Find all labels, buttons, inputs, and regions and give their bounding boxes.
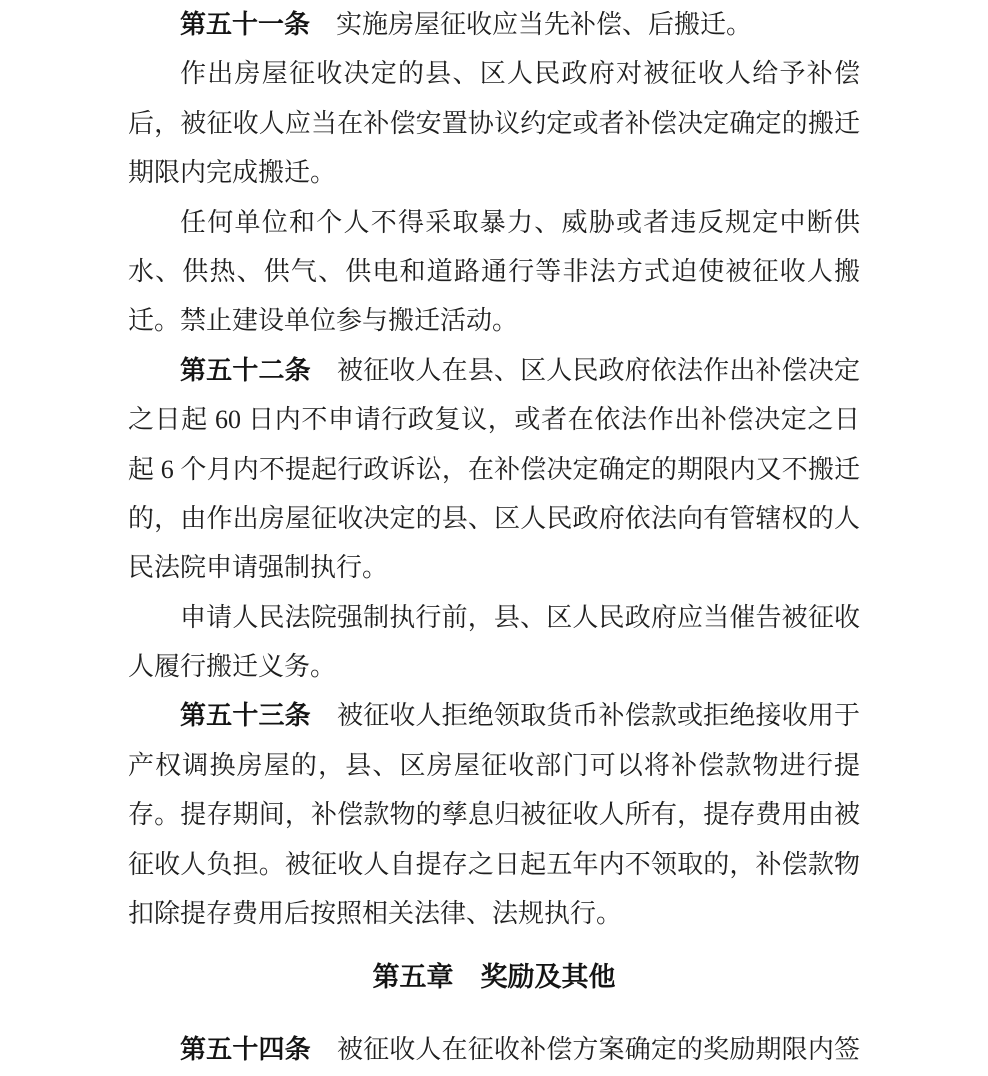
article-number: 第五十三条 — [180, 700, 311, 731]
chapter-heading — [128, 953, 860, 1002]
line-text: 扣除提存费用后按照相关法律、法规执行。 — [128, 899, 623, 929]
text-line — [128, 296, 860, 345]
text-line — [128, 395, 860, 444]
line-text: 被征收人拒绝领取货币补偿款或拒绝接收用于 — [310, 701, 860, 731]
line-text: 后，被征收人应当在补偿安置协议约定或者补偿决定确定的搬迁 — [128, 108, 860, 138]
text-line — [128, 99, 860, 148]
text-line — [128, 1025, 860, 1074]
text-line — [128, 49, 860, 98]
text-line — [128, 840, 860, 889]
text-line — [128, 691, 860, 740]
line-text: 迁。禁止建设单位参与搬迁活动。 — [128, 306, 519, 336]
line-text: 征收人负担。被征收人自提存之日起五年内不领取的，补偿款物 — [128, 849, 860, 879]
line-text: 任何单位和个人不得采取暴力、威胁或者违反规定中断供 — [180, 207, 860, 237]
text-line — [128, 0, 860, 49]
line-text: 实施房屋征收应当先补偿、后搬迁。 — [310, 10, 753, 39]
line-text: 水、供热、供气、供电和道路通行等非法方式迫使被征收人搬 — [128, 256, 860, 286]
line-text: 作出房屋征收决定的县、区人民政府对被征收人给予补偿 — [180, 59, 860, 89]
line-text: 被征收人在征收补偿方案确定的奖励期限内签 — [310, 1034, 860, 1064]
line-text: 的，由作出房屋征收决定的县、区人民政府依法向有管辖权的人 — [128, 503, 860, 533]
text-line — [128, 741, 860, 790]
text-line — [128, 494, 860, 543]
line-text: 期限内完成搬迁。 — [128, 158, 337, 188]
text-line — [128, 445, 860, 494]
line-text: 存。提存期间，补偿款物的孳息归被征收人所有，提存费用由被 — [128, 800, 860, 830]
line-text: 起 6 个月内不提起行政诉讼，在补偿决定确定的期限内又不搬迁 — [128, 454, 860, 484]
article-number: 第五十四条 — [180, 1033, 311, 1064]
text-line — [128, 148, 860, 197]
article-number: 第五十二条 — [180, 354, 311, 385]
text-line — [128, 593, 860, 642]
line-text: 产权调换房屋的，县、区房屋征收部门可以将补偿款物进行提 — [128, 750, 860, 780]
chapter-heading-text: 第五章 奖励及其他 — [372, 962, 616, 993]
text-line — [128, 247, 860, 296]
line-text: 人履行搬迁义务。 — [128, 652, 337, 682]
text-line — [128, 889, 860, 938]
line-text: 申请人民法院强制执行前，县、区人民政府应当催告被征收 — [180, 602, 860, 632]
article-number: 第五十一条 — [180, 9, 311, 39]
text-line — [128, 543, 860, 592]
line-text: 之日起 60 日内不申请行政复议，或者在依法作出补偿决定之日 — [128, 405, 860, 435]
text-line — [128, 198, 860, 247]
line-text: 民法院申请强制执行。 — [128, 553, 389, 583]
text-line — [128, 790, 860, 839]
text-line — [128, 346, 860, 395]
text-line — [128, 642, 860, 691]
line-text: 被征收人在县、区人民政府依法作出补偿决定 — [310, 355, 860, 385]
